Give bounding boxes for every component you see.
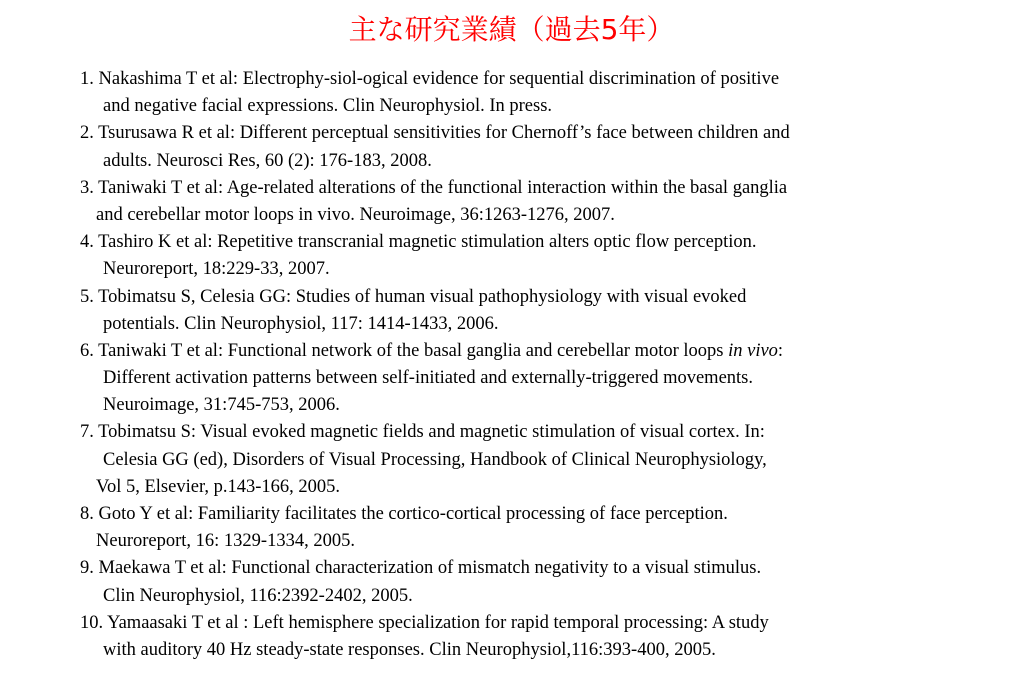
publication-item	[80, 175, 980, 229]
publication-text: :	[777, 340, 784, 361]
publication-text: Tobimatsu S, Celesia GG: Studies of human visual pathophysiology with visual evoked	[98, 286, 747, 307]
publication-line: adults. Neurosci Res, 60 (2): 176-183, 2008.	[103, 150, 432, 171]
publication-number: 9.	[80, 558, 94, 579]
publication-text: Goto Y et al: Familiarity facilitates the cortico-cortical processing of face perception.	[98, 504, 728, 524]
publication-number: 3.	[80, 177, 94, 198]
publication-line: Neuroimage, 31:745-753, 2006.	[103, 395, 340, 416]
publication-text: Taniwaki T et al: Age-related alterations of the functional interaction within the basal ganglia	[98, 177, 788, 198]
publication-item	[80, 66, 980, 120]
publication-item	[80, 120, 980, 174]
publication-line: with auditory 40 Hz steady-state responses. Clin Neurophysiol,116:393-400, 2005.	[103, 639, 716, 660]
publication-number: 2.	[80, 123, 94, 144]
publication-item	[80, 229, 980, 283]
publication-item	[80, 501, 980, 555]
publication-number: 10.	[80, 612, 104, 633]
publication-line: Different activation patterns between self-initiated and externally-triggered movements.	[103, 368, 753, 389]
publication-number: 6.	[80, 340, 94, 361]
publication-italic-text: in vivo	[728, 340, 778, 361]
publication-number: 8.	[80, 504, 94, 524]
publication-line: Clin Neurophysiol, 116:2392-2402, 2005.	[103, 585, 413, 606]
publication-line	[80, 610, 980, 637]
publication-number: 7.	[80, 422, 94, 443]
publication-text: Taniwaki T et al: Functional network of the basal ganglia and cerebellar motor loops	[98, 340, 729, 361]
publication-item	[80, 284, 980, 338]
publication-text: Tsurusawa R et al: Different perceptual sensitivities for Chernoff’s face between children and	[98, 123, 790, 144]
publication-text: Yamaasaki T et al : Left hemisphere specialization for rapid temporal processing: A study	[107, 612, 769, 633]
publication-item	[80, 338, 980, 420]
publication-line	[80, 284, 980, 311]
publication-line: potentials. Clin Neurophysiol, 117: 1414-1433, 2006.	[103, 313, 499, 334]
publication-line	[80, 175, 980, 202]
publication-text: Tashiro K et al: Repetitive transcranial magnetic stimulation alters optic flow perception.	[98, 232, 757, 253]
publication-line	[80, 120, 980, 147]
publication-line: Vol 5, Elsevier, p.143-166, 2005.	[96, 476, 341, 497]
publication-line: and negative facial expressions. Clin Neurophysiol. In press.	[103, 96, 553, 117]
publication-text: Nakashima T et al: Electrophy-siol-ogical evidence for sequential discrimination of positive	[98, 69, 780, 89]
publication-line: and cerebellar motor loops in vivo. Neuroimage, 36:1263-1276, 2007.	[96, 204, 615, 225]
publication-line	[80, 338, 980, 365]
publication-number: 5.	[80, 286, 94, 307]
publication-line	[80, 501, 980, 528]
publication-line: Neuroreport, 18:229-33, 2007.	[103, 259, 330, 280]
publication-line	[80, 66, 980, 93]
publication-line: Celesia GG (ed), Disorders of Visual Processing, Handbook of Clinical Neurophysiology,	[103, 449, 767, 470]
slide-title: 主な研究業績（過去5年）	[348, 13, 675, 46]
publication-line	[80, 419, 980, 446]
publication-list	[80, 66, 980, 664]
publication-line	[80, 555, 980, 582]
publication-line	[80, 229, 980, 256]
publication-item	[80, 555, 980, 609]
publication-number: 4.	[80, 232, 94, 253]
publication-text: Tobimatsu S: Visual evoked magnetic fields and magnetic stimulation of visual cortex. In:	[98, 422, 765, 443]
publication-line: Neuroreport, 16: 1329-1334, 2005.	[96, 531, 355, 552]
publication-item	[80, 419, 980, 501]
publication-item	[80, 610, 980, 664]
publication-number: 1.	[80, 69, 94, 89]
publication-text: Maekawa T et al: Functional characterization of mismatch negativity to a visual stimulus.	[98, 558, 762, 579]
